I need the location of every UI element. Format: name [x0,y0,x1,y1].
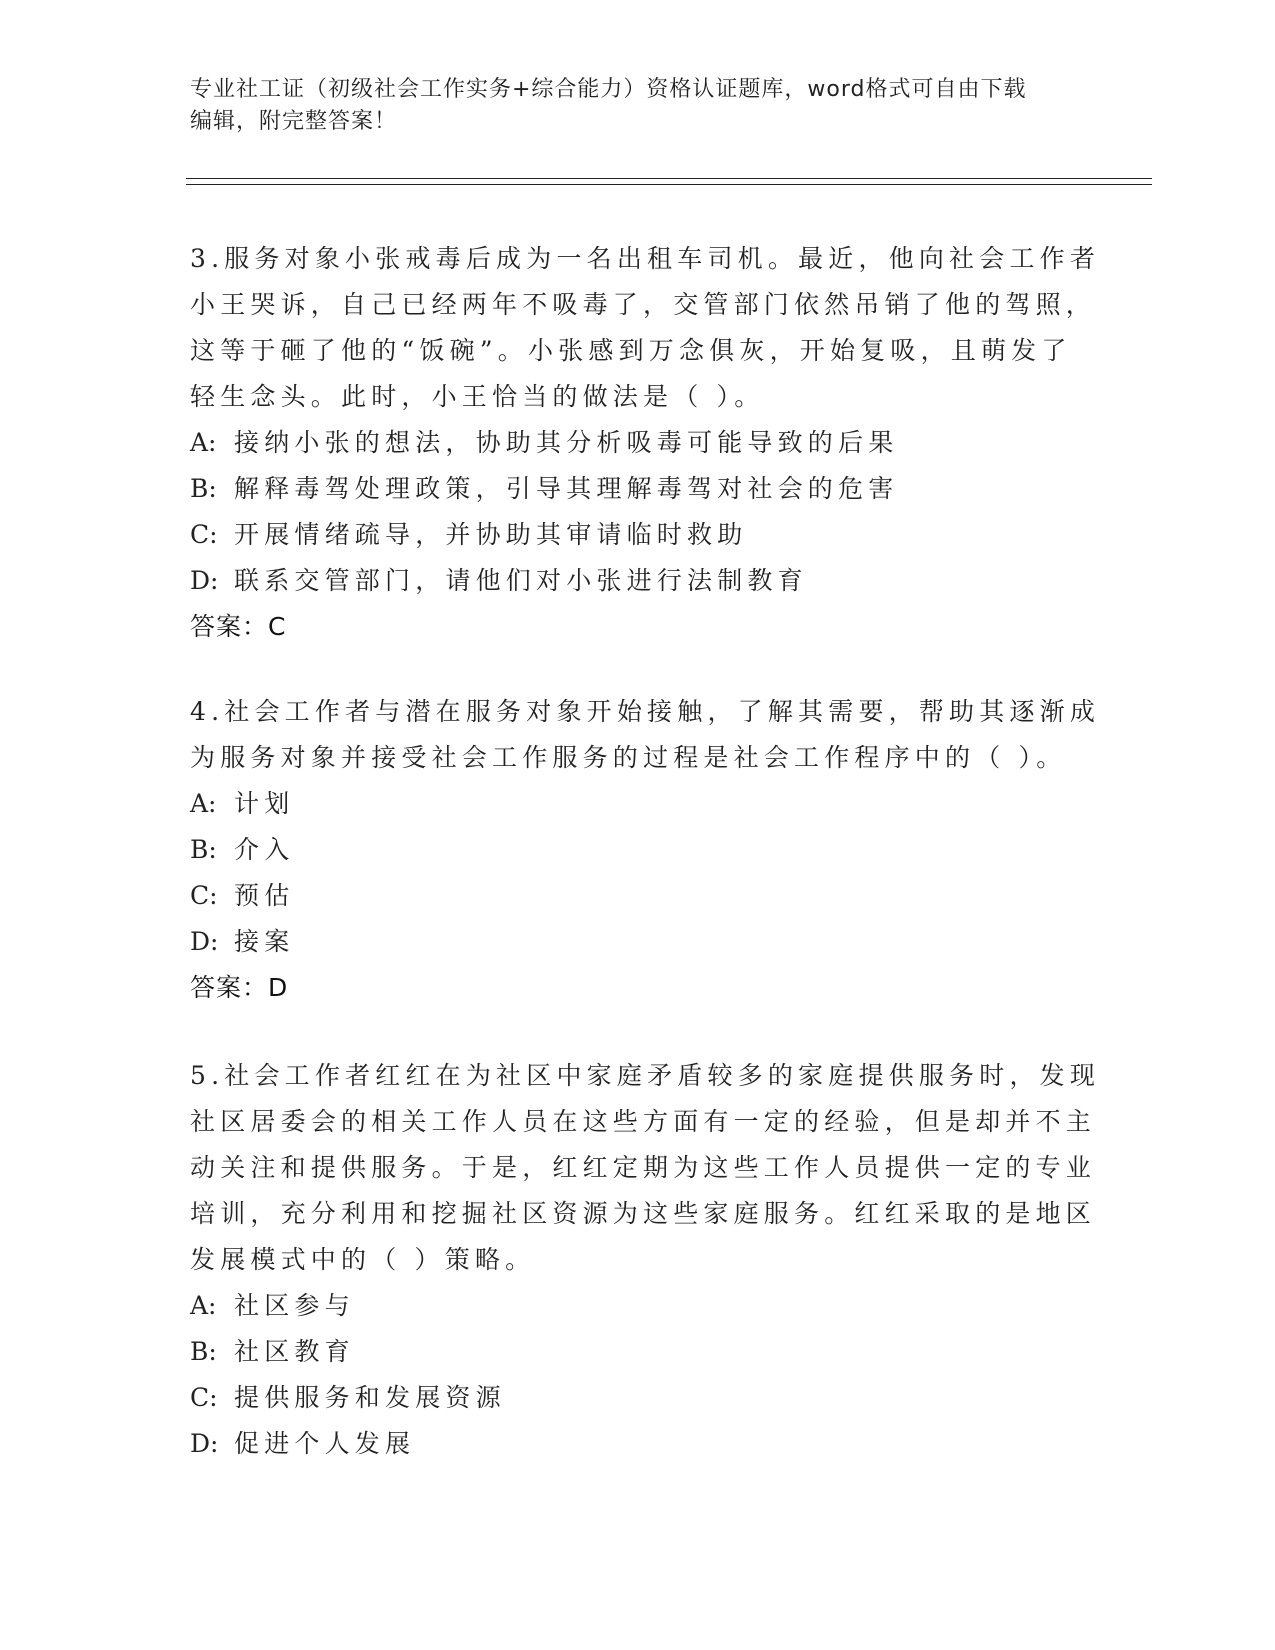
option-key: A: [190,1291,217,1320]
option-a [190,1283,1070,1329]
option-b [190,827,1070,873]
question-text-line: 为服务对象并接受社会工作服务的过程是社会工作程序中的（ ）。 [190,743,1067,772]
option-text: 接纳小张的想法，协助其分析吸毒可能导致的后果 [234,428,899,457]
option-d [190,558,1070,604]
question-text-line: 5.社会工作者红红在为社区中家庭矛盾较多的家庭提供服务时，发现 [190,1061,1101,1090]
option-key: C: [190,1383,218,1412]
header-line-1: 专业社工证（初级社会工作实务+综合能力）资格认证题库，word格式可自由下载 [190,77,1027,102]
option-b [190,1329,1070,1375]
question-4 [190,689,1101,1011]
answer-label: 答案：C [190,612,287,641]
question-text-line: 3.服务对象小张戒毒后成为一名出租车司机。最近，他向社会工作者 [190,244,1101,273]
option-text: 接案 [234,927,295,956]
question-text-line: 社区居委会的相关工作人员在这些方面有一定的经验，但是却并不主 [190,1107,1097,1136]
option-text: 社区教育 [234,1337,355,1366]
option-key: B: [190,474,217,503]
option-key: B: [190,1337,217,1366]
question-text-line: 培训，充分利用和挖掘社区资源为这些家庭服务。红红采取的是地区 [190,1199,1097,1228]
answer-label: 答案：D [190,973,289,1002]
document-header [190,74,1090,138]
question-5 [190,1053,1101,1467]
option-text: 介入 [234,835,295,864]
option-a [190,420,1070,466]
option-c [190,1375,1070,1421]
option-a [190,781,1070,827]
option-text: 提供服务和发展资源 [234,1383,506,1412]
option-b [190,466,1070,512]
option-text: 促进个人发展 [234,1429,416,1458]
option-text: 开展情绪疏导，并协助其审请临时救助 [234,520,748,549]
option-key: D: [190,1429,219,1458]
header-divider-bottom [186,184,1152,185]
question-text-line: 4.社会工作者与潜在服务对象开始接触，了解其需要，帮助其逐渐成 [190,697,1101,726]
question-text-line: 这等于砸了他的“饭碗”。小张感到万念俱灰，开始复吸，且萌发了 [190,336,1072,365]
option-text: 解释毒驾处理政策，引导其理解毒驾对社会的危害 [234,474,899,503]
option-text: 计划 [234,789,295,818]
header-divider-top [186,178,1152,179]
option-c [190,512,1070,558]
question-text-line: 动关注和提供服务。于是，红红定期为这些工作人员提供一定的专业 [190,1153,1097,1182]
option-c [190,873,1070,919]
option-text: 社区参与 [234,1291,355,1320]
option-text: 预估 [234,881,295,910]
option-key: D: [190,927,219,956]
option-key: B: [190,835,217,864]
option-text: 联系交管部门，请他们对小张进行法制教育 [234,566,808,595]
option-key: C: [190,881,218,910]
option-key: C: [190,520,218,549]
option-key: A: [190,789,217,818]
question-text-line: 发展模式中的（ ）策略。 [190,1245,536,1274]
option-key: A: [190,428,217,457]
option-key: D: [190,566,219,595]
question-text-line: 小王哭诉，自己已经两年不吸毒了，交管部门依然吊销了他的驾照， [190,290,1097,319]
question-3 [190,236,1101,650]
header-line-2: 编辑，附完整答案！ [190,109,398,134]
option-d [190,919,1070,965]
option-d [190,1421,1070,1467]
question-text-line: 轻生念头。此时，小王恰当的做法是（ ）。 [190,382,765,411]
